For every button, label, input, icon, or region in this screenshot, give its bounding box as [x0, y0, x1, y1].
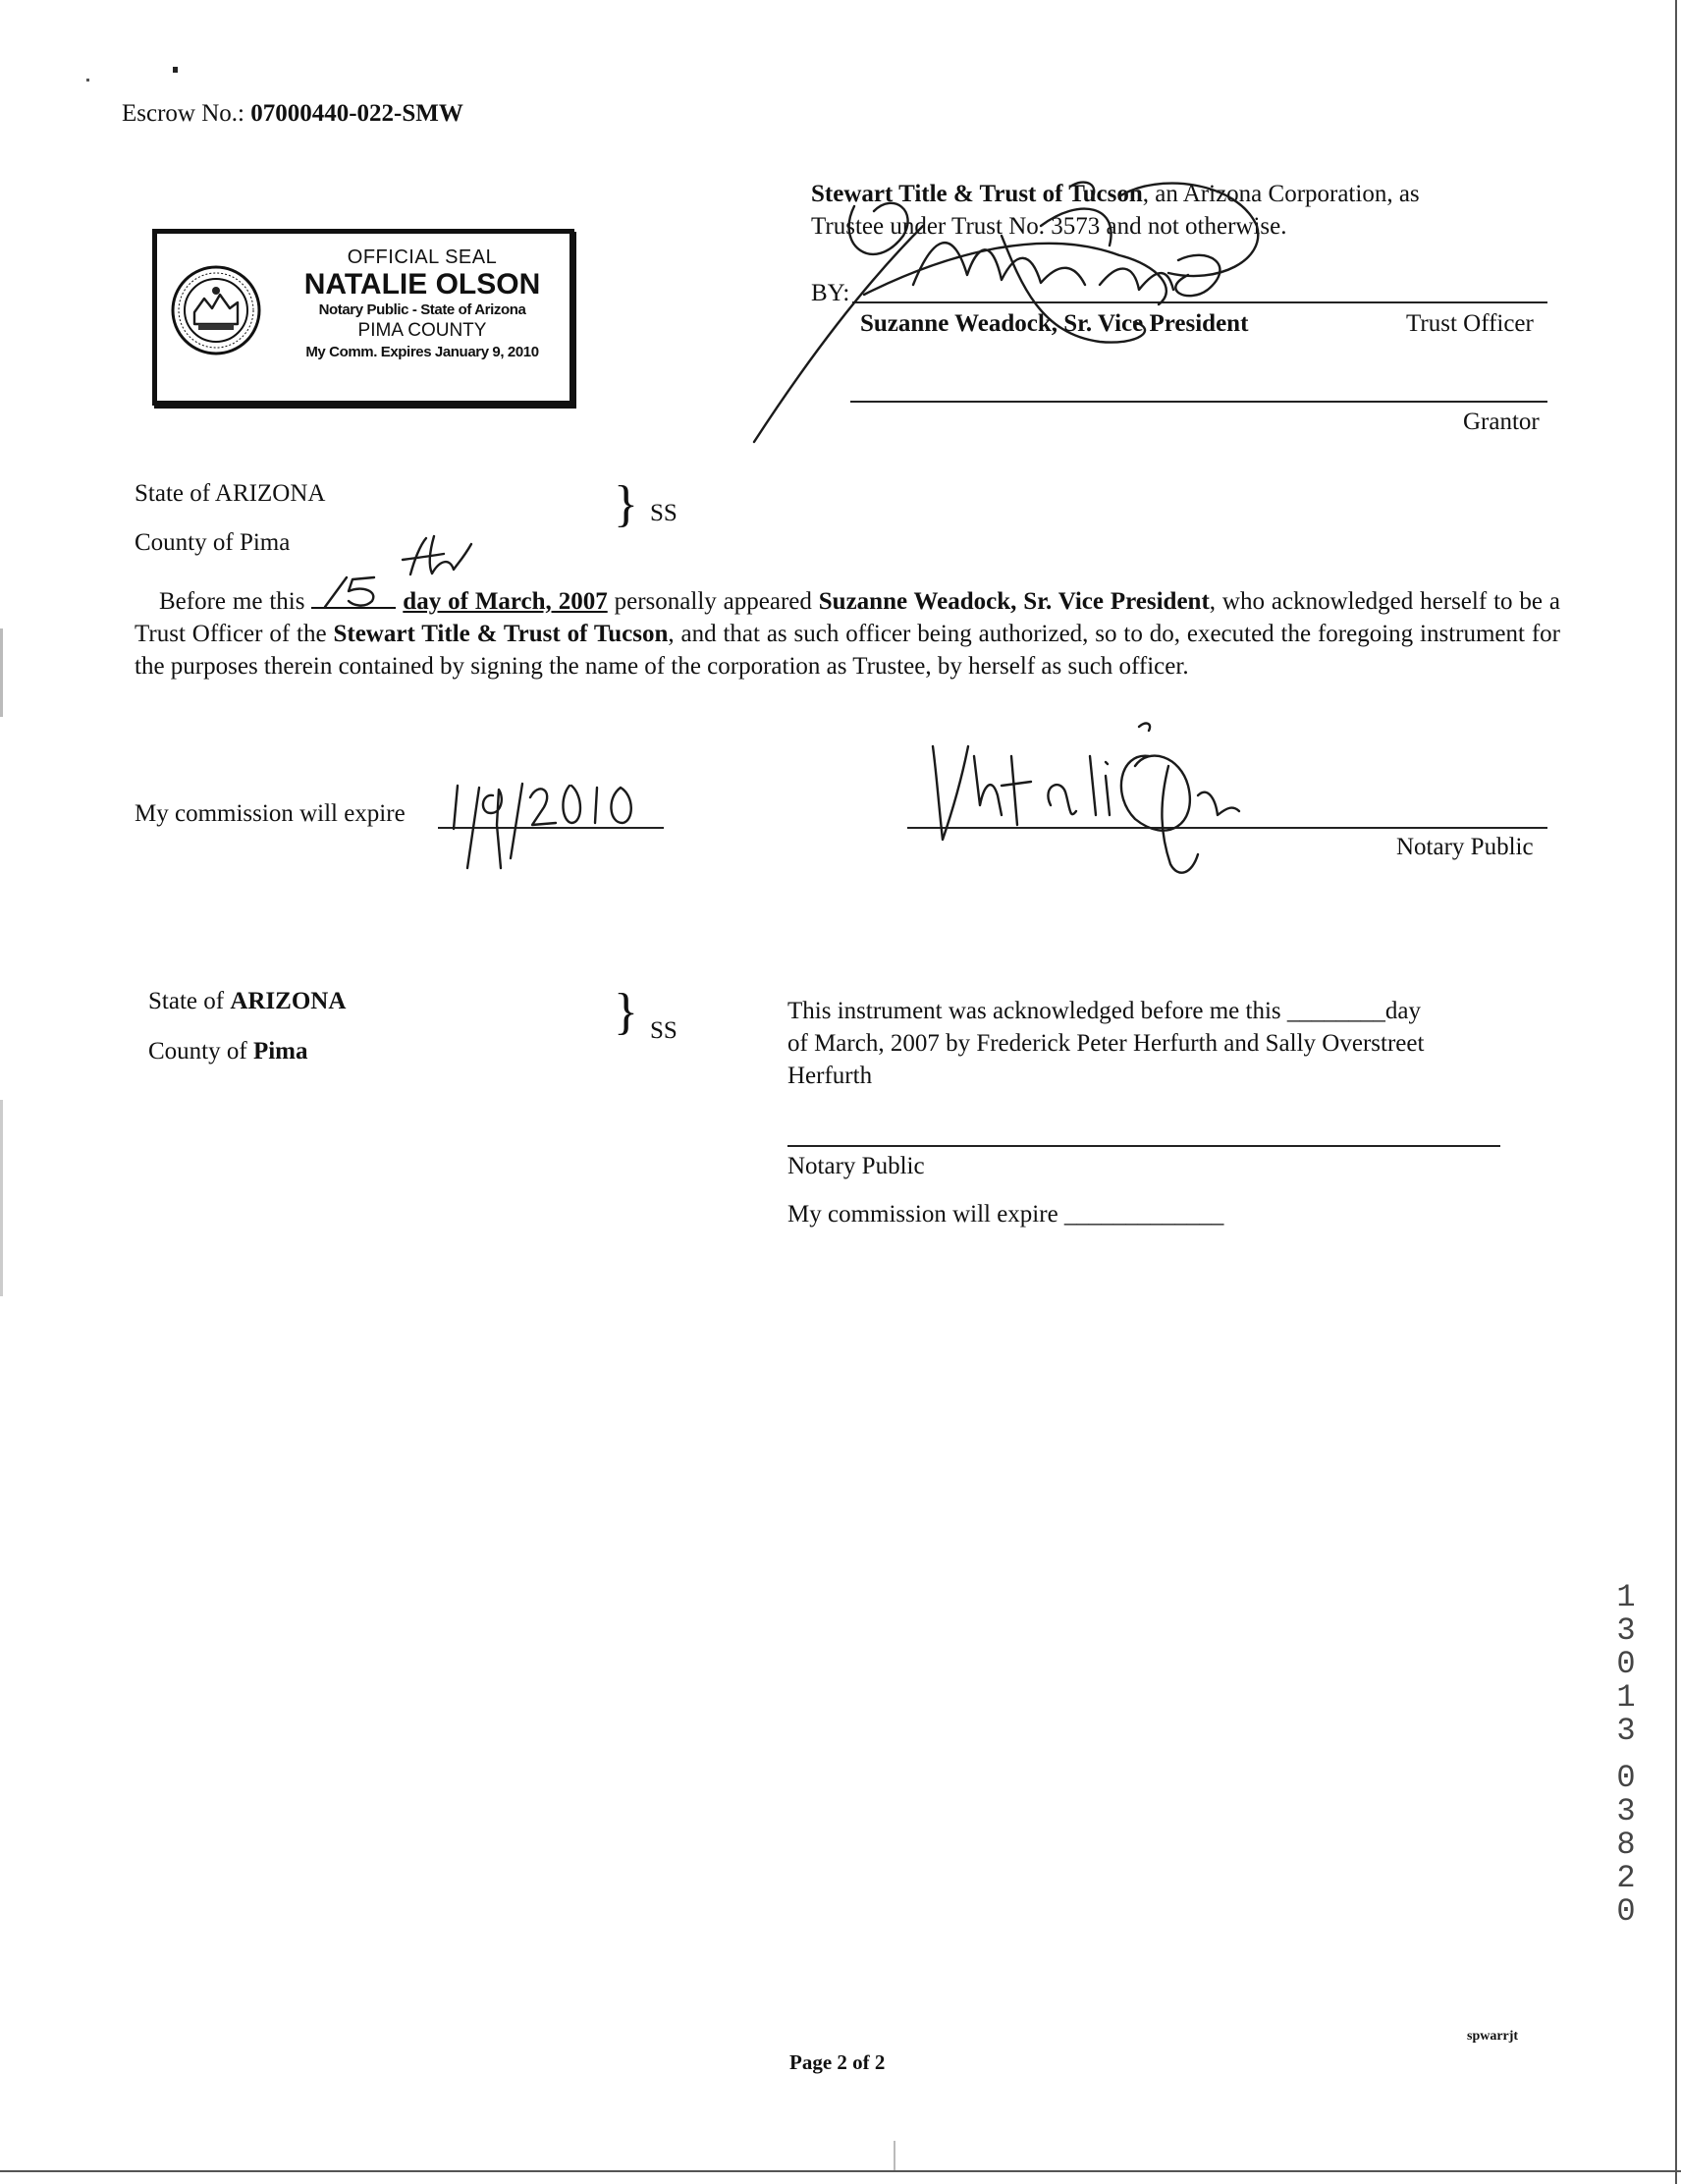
ack1-mid1: personally appeared — [614, 588, 812, 615]
seal-notary-name: NATALIE OLSON — [303, 268, 541, 300]
official-seal-stamp — [152, 229, 574, 406]
ack2-commission: My commission will expire _____________ — [787, 1201, 1224, 1228]
ack2-notary-label: Notary Public — [787, 1153, 925, 1179]
page-number: Page 2 of 2 — [789, 2050, 886, 2074]
ack2-line-3: Herfurth — [787, 1063, 873, 1089]
trust-officer-signature — [746, 167, 1375, 462]
grantor-company: Stewart Title & Trust of Tucson — [811, 181, 1143, 207]
stamp-char: 3 — [1616, 1793, 1636, 1829]
ack1-brace: } — [614, 476, 638, 532]
ack1-paragraph — [135, 585, 1560, 682]
seal-text — [280, 246, 565, 363]
ack1-day-blank — [311, 585, 396, 609]
page-right-edge — [1675, 0, 1677, 2184]
page-bottom-edge — [0, 2170, 1681, 2172]
seal-line-state: Notary Public - State of Arizona — [318, 301, 526, 318]
ack2-brace: } — [614, 984, 638, 1040]
ack1-commission-label: My commission will expire — [135, 800, 406, 827]
stamp-char: 3 — [1616, 1612, 1636, 1649]
ack2-ss: SS — [650, 1017, 678, 1044]
by-label: BY: — [811, 280, 850, 306]
handwritten-commission-date — [432, 766, 668, 874]
ack2-state — [148, 985, 346, 1017]
recording-number-stamp — [1608, 1581, 1644, 1929]
ack1-person: Suzanne Weadock, Sr. Vice President — [818, 588, 1210, 615]
ack2-notary-line — [787, 1145, 1500, 1147]
ack2-line-1: This instrument was acknowledged before me this ________day — [787, 998, 1421, 1024]
stamp-char: 1 — [1616, 1679, 1636, 1716]
ack2-county — [148, 1035, 308, 1067]
stamp-char: 3 — [1616, 1713, 1636, 1749]
ack1-before: Before me this — [159, 588, 305, 615]
stamp-char: 2 — [1616, 1860, 1636, 1896]
ack2-county-label: County of — [148, 1038, 247, 1065]
grantor-line-2: Trustee under Trust No. 3573 and not otherwise. — [811, 213, 1287, 240]
scan-speck — [173, 67, 178, 73]
ack2-state-value: ARIZONA — [230, 988, 347, 1014]
escrow-header — [122, 97, 463, 130]
ack2-state-label: State of — [148, 988, 225, 1014]
scan-speck — [894, 2141, 895, 2170]
ack1-commission-date — [0, 0, 1, 1]
stamp-char: 8 — [1616, 1827, 1636, 1863]
ack1-end: , and that as such officer being authorized, so to do, executed the foregoing instrument for the purposes therein contained by signing the name of the corporation as Trustee, by herself as such officer. — [135, 621, 1560, 680]
stamp-char: 0 — [1616, 1760, 1636, 1796]
scan-speck — [0, 1100, 3, 1296]
ack1-county: County of Pima — [135, 529, 291, 556]
footer-code: spwarrjt — [1467, 2029, 1519, 2044]
seal-line-expires: My Comm. Expires January 9, 2010 — [305, 344, 539, 360]
grantor-label: Grantor — [1463, 409, 1540, 435]
escrow-label: Escrow No.: — [122, 100, 244, 127]
scan-speck — [0, 628, 3, 717]
stamp-char: 0 — [1616, 1646, 1636, 1682]
arizona-state-seal-emblem — [169, 263, 263, 357]
seal-title: OFFICIAL SEAL — [347, 246, 498, 268]
stamp-char: 1 — [1616, 1579, 1636, 1615]
ack2-line-2: of March, 2007 by Frederick Peter Herfurth and Sally Overstreet — [787, 1030, 1425, 1057]
ack1-company: Stewart Title & Trust of Tucson — [333, 621, 669, 647]
handwritten-th — [393, 530, 481, 579]
grantor-signer-name: Suzanne Weadock, Sr. Vice President — [860, 310, 1249, 337]
grantor-line-1-rest: , an Arizona Corporation, as — [1142, 181, 1420, 207]
stamp-char: 0 — [1616, 1893, 1636, 1930]
escrow-number: 07000440-022-SMW — [250, 100, 463, 127]
ack1-ss: SS — [650, 500, 678, 526]
scan-speck — [86, 79, 89, 82]
seal-line-county: PIMA COUNTY — [357, 320, 487, 341]
ack2-county-value: Pima — [252, 1038, 308, 1065]
ack1-state: State of ARIZONA — [135, 480, 326, 507]
ack1-notary-label: Notary Public — [1396, 834, 1534, 860]
ack1-mid2: , who acknowledged herself to be a Trust Officer of the — [135, 588, 1561, 647]
handwritten-day-15 — [319, 572, 388, 609]
ack1-date: day of March, 2007 — [403, 588, 608, 615]
notary-signature — [903, 717, 1316, 884]
grantor-signer-title: Trust Officer — [1406, 310, 1534, 337]
